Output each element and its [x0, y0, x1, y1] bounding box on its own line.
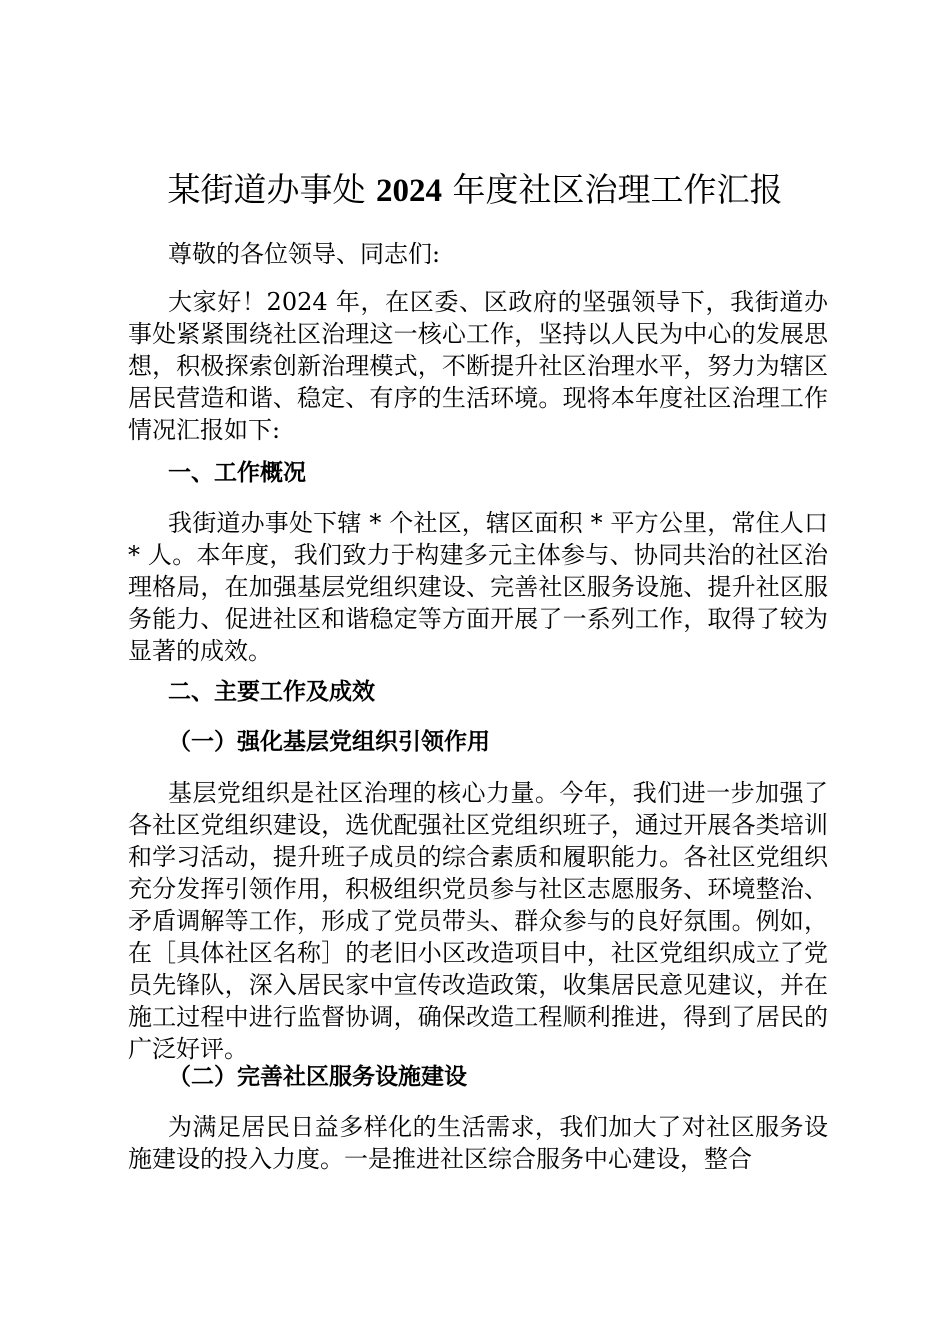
title-year: 2024 [376, 173, 442, 209]
document-title [0, 165, 950, 216]
section-heading-main-work: 二、主要工作及成效 [168, 679, 375, 705]
title-suffix: 年度社区治理工作汇报 [442, 170, 783, 209]
party-leadership-paragraph: 基层党组织是社区治理的核心力量。今年，我们进一步加强了各社区党组织建设，选优配强社区党组织班子，通过开展各类培训和学习活动，提升班子成员的综合素质和履职能力。各社区党组织充分发挥引领作用，积极组织党员参与社区志愿服务、环境整治、矛盾调解等工作，形成了党员带头、群众参与的良好氛围。例如，在［具体社区名称］的老旧小区改造项目中，社区党组织成立了党员先锋队，深入居民家中宣传改造政策，收集居民意见建议，并在施工过程中进行监督协调，确保改造工程顺利推进，得到了居民的广泛好评。 [128, 779, 828, 1063]
title-prefix: 某街道办事处 [167, 170, 376, 209]
subsection-heading-service-facilities: （二）完善社区服务设施建设 [168, 1064, 467, 1090]
greeting-line: 尊敬的各位领导、同志们: [168, 240, 441, 268]
section-heading-overview: 一、工作概况 [168, 460, 306, 486]
service-facilities-paragraph: 为满足居民日益多样化的生活需求，我们加大了对社区服务设施建设的投入力度。一是推进社区综合服务中心建设，整合 [128, 1113, 828, 1173]
subsection-heading-party-leadership: （一）强化基层党组织引领作用 [168, 729, 490, 755]
intro-paragraph: 大家好！2024 年，在区委、区政府的坚强领导下，我街道办事处紧紧围绕社区治理这一核心工作，坚持以人民为中心的发展思想，积极探索创新治理模式，不断提升社区治理水平，努力为辖区居民营造和谐、稳定、有序的生活环境。现将本年度社区治理工作情况汇报如下: [128, 288, 828, 444]
overview-paragraph: 我街道办事处下辖 * 个社区，辖区面积 * 平方公里，常住人口 * 人。本年度，我们致力于构建多元主体参与、协同共治的社区治理格局，在加强基层党组织建设、完善社区服务设施、提升社区服务能力、促进社区和谐稳定等方面开展了一系列工作，取得了较为显著的成效。 [128, 509, 828, 665]
